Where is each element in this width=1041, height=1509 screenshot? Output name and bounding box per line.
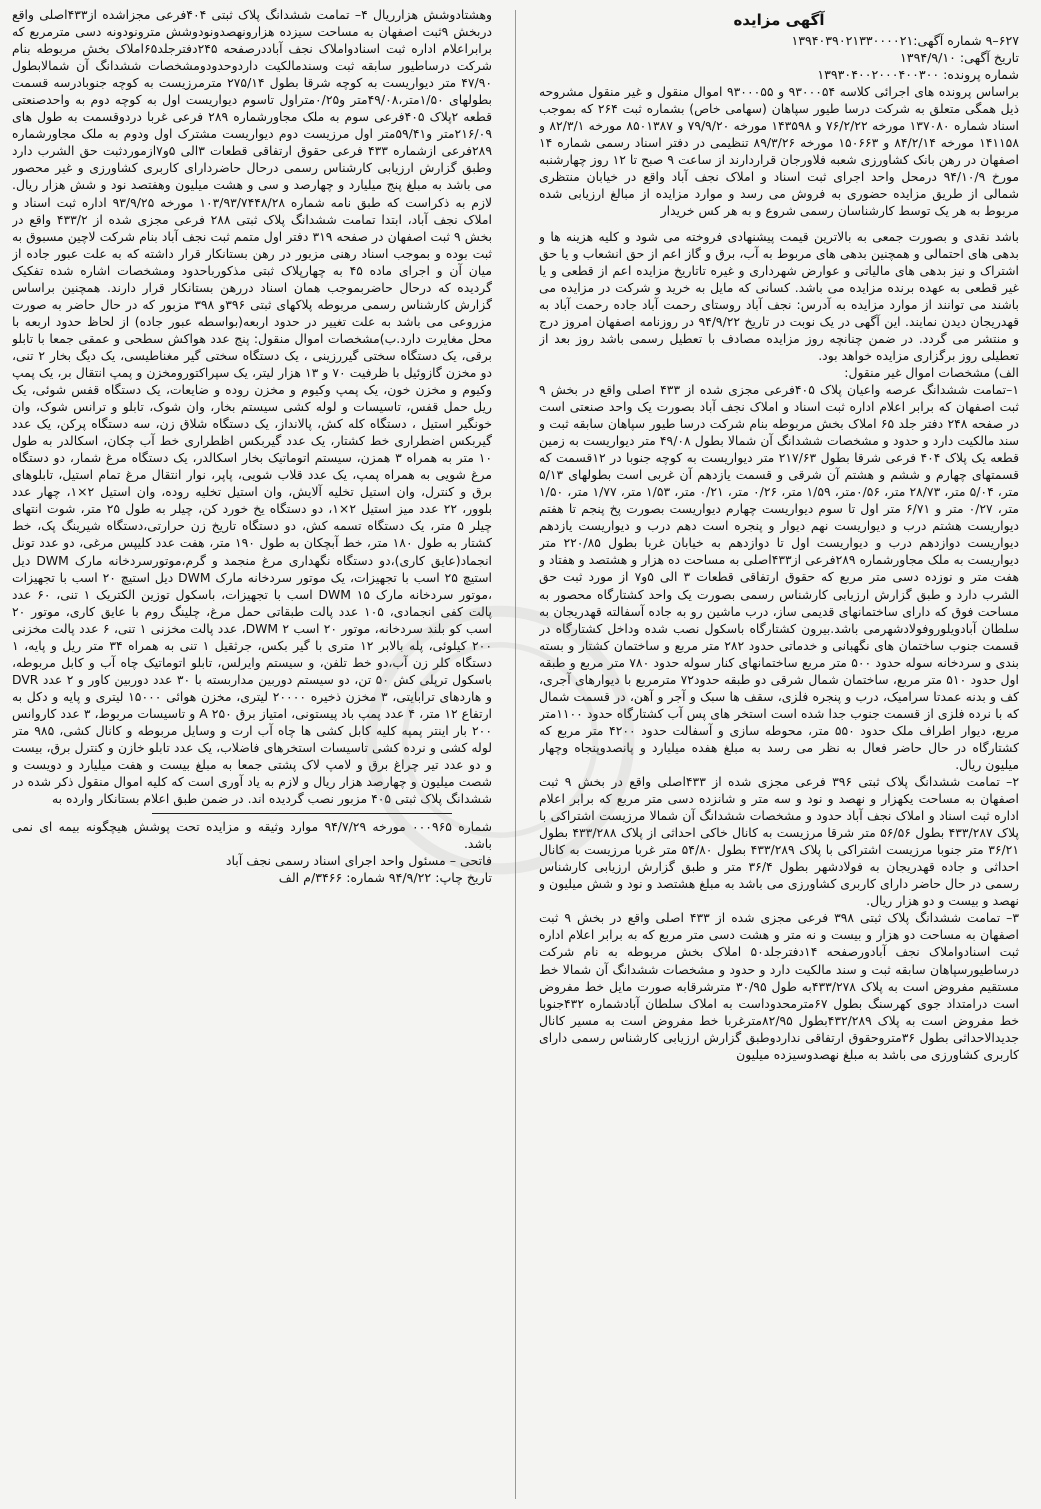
notice-date-line: تاریخ آگهی: ۱۳۹۴/۹/۱۰: [900, 50, 1019, 66]
left-column-body: وهشتادوشش هزارریال ۴– تمامت ششدانگ پلاک ثبتی ۴۰۴فرعی مجزاشده از۴۳۳اصلی واقع دربخش ۹ثبت اصفهان به مساحت سیزده هزارونهصدونودوشش مترونودونه دسی مترمربع که برابراعلام اداره ثبت اسنادواملاک نجف آباددرصفحه ۲۴۵دفترجلد۶۵املاک بخش مربوطه بنام شرکت درساطیور سابقه ثبت وسندمالکیت داردوحدودومشخصات ششدانگ آن شمالابطول ۴۷/۹۰ متر دیواریست به کوچه شرقا بطول ۲۷۵/۱۴ مترمرزیست به کوچه جنوبادرسه قسمت بطولهای ۱/۵۰متر،۴۹/۰۸متر و۰/۲۵متراول تاسوم دیواریست اول به کوچه دوم به واحدصنعتی قطعه ۲پلاک ۴۰۵فرعی سوم به ملک مجاورشماره ۲۸۹ فرعی غربا دردوقسمت به طول های ۲۱۶/۰۹متر و۵۹/۴۱متر اول مرزیست دوم دیواریست مشترک اول ودوم به ملک مجاورشماره ۲۸۹فرعی ازشماره ۴۳۳ فرعی حقوق ارتفاقی قطعات ۳الی ۵و۷ازموردثبت حق الشرب دارد وطبق گزارش ارزیابی کارشناس رسمی درحال حاضردارای کاربری کشاورزی و غیر محصور می باشد به مبلغ پنج میلیارد و چهارصد و سی و هشت میلیون وهفتصد نود و شش هزار ریال. لازم به ذکراست که طبق نامه شماره ۱۰۳/۹۳/۷۴۴۸/۲۸ مورخه ۹۳/۹/۲۵ اداره ثبت اسناد و املاک نجف آباد، ابتدا تمامت ششدانگ پلاک ثبتی ۲۸۸ فرعی مجزی شده از ۴۳۳/۲ واقع در بخش ۹ ثبت اصفهان در صفحه ۳۱۹ دفتر اول متمم ثبت نجف آباد بنام شرکت لاچین مسبوق به ثبت بوده و بموجب اسناد رهنی مزبور در رهن بستانکار قرار داشته که به علت عبور جاده از میان آن و اجرای ماده ۴۵ به چهارپلاک ثبتی مذکورباحدود ومشخصات اشاره شده تفکیک گردیده که درحال حاضربموجب همان اسناد دررهن بستانکار قرار دارند. همچنین براساس گزارش کارشناس رسمی مربوطه پلاکهای ثبتی ۳۹۶و ۳۹۸ مزبور که در حال حاضر به صورت مزروعی می باشد به علت تغییر در حدود اربعه(بواسطه عبور جاده) از لحاظ حدود اربعه با محل مغایرت دارد.ب)مشخصات اموال منقول: پنج عدد هواکش سطحی و عمقی جمعا با تابلو برقی، یک دستگاه سختی گیررزینی ، یک دستگاه سختی گیر مغناطیسی، یک دیگ بخار ۲ تنی، دو مخزن گازوئیل با ظرفیت ۷۰ و ۱۳ هزار لیتر، یک سپراکتورومخزن و پمپ انتقال بر، یک پمپ وکیوم و مخزن خون، یک پمپ وکیوم و مخزن روده و ضایعات، یک دستگاه قفس شوئی، یک ریل حمل قفس، تاسیسات و لوله کشی سیستم بخار، وان شوک، تابلو و ترانس شوک، وان خونگیر استیل ، دستگاه کله کش، پالانداز، یک دستگاه شلاق زن، سه دستگاه پرکن، یک عدد گیربکس اضطراری خط کشتار، یک عدد گیربکس اظطراری خط آب چکان، اسکالدر به طول ۱۰ متر به همراه ۳ همزن، سیستم اتوماتیک بخار اسکالدر، یک دستگاه مرغ شمار، دو دستگاه مرغ شویی به همراه پمپ، یک عدد قلاب شویی، پاپر، نوار انتقال مرغ تمام استیل، تابلوهای برق و کنترل، وان استیل تخلیه آلایش، وان استیل تخلیه روده، وان استیل ۲×۱، چهار عدد بلوور، ۲۲ عدد میز استیل ۲×۱، دو دستگاه یخ خورد کن، چیلر به طول ۲۵ متر، شوت انتهای چیلر ۵ متر، یک دستگاه تسمه کش، دو دستگاه تاریخ زن حرارتی،دستگاه شیرینگ پک، خط کشتار به طول ۱۸۰ متر، خط آبچکان به طول ۱۹۰ متر، هفت عدد کلیپس مرغی، دو عدد تونل انجماد(عایق کاری)،دو دستگاه نگهداری مرغ منجمد و گرم،موتورسردخانه مارک DWM دیل استیچ ۲۵ اسب با تجهیزات، یک موتور سردخانه مارک DWM دیل استیچ ۲۰ اسب با تجهیزات ،موتور سردخانه مارک DWM ۱۵ اسب با تجهیزات، باسکول توزین الکتریک ۱ تنی، ۶۰ عدد پالت کفی انجمادی، ۱۰۵ عدد پالت طبقاتی حمل مرغ، چلینگ روم با عایق کاری، موتور ۲۰ اسب کو بلند سردخانه، موتور ۲۰ اسب DWM ۲، عدد پالت مخزنی ۱ تنی، ۶ عدد پالت مخزنی ۲۰۰ کیلوئی، پله بالابر ۱۲ متری با گیر بکس، جرثقیل ۱ تنی به همراه ۳۴ متر ریل و پایه، ۱ دستگاه کلر زن آب،دو خط تلفن، و سیستم وایرلس، تابلو اتوماتیک چاه آب و کابل مربوطه، باسکول ترپلی کش ۵۰ تن، دو سیستم دوربین مداربسته با ۳۰ عدد دوربین کاور و ۲ عدد DVR و هاردهای ترابایتی، ۳ مخزن ذخیره ۲۰۰۰۰ لیتری، مخزن هوائی ۱۵۰۰۰ لیتری و پایه و دکل به ارتفاع ۱۲ متر، ۴ عدد پمپ باد پیستونی، امتیاز برق ۲۵۰ A و تاسیسات مربوط، ۳ عدد کاروانس ۲۰۰ بار اینتر پمپه کلیه کابل کشی ها چاه آب ارت و وسایل مربوطه و کانال کشی، ۹۸۵ متر لوله کشی و نرده کشی تاسیسات استخرهای فاضلاب، یک عدد تابلو خازن و کنترل برق، بیست و دو عدد تیر چراغ برق و لامپ لاک پشتی جمعا به مبلغ بیست و هفت میلیارد و دویست و شصت میلیون و چهارصد هزار ریال و لازم به یاد آوری است که کلیه اموال منقول ذکر شده در ششدانگ پلاک ثبتی ۴۰۵ مزبور نصب گردیده اند. در ضمن طبق اعلام بستانکار وارده به: [12, 7, 492, 807]
intro-paragraph: براساس پرونده های اجرائی کلاسه ۹۳۰۰۰۵۴ و ۹۳۰۰۰۵۵ اموال منقول و غیر منقول مشروحه ذیل همگی متعلق به شرکت درسا طیور سپاهان (سهامی خاص) بشماره ثبت ۲۶۴ که بموجب اسناد شماره ۱۳۷۰۸۰ مورخه ۷۶/۲/۲۲ و ۱۴۳۵۹۸ مورخه ۷۹/۹/۲۰ و ۸۵۰۱۳۸۷ مورخه ۸۲/۳/۱ و ۱۴۱۱۵۸ مورخه ۸۴/۲/۱۴ و ۱۵۰۶۶۳ مورخه ۸۹/۳/۲۶ تنظیمی در دفتر اسناد رسمی شماره ۱۴ اصفهان در رهن بانک کشاورزی شعبه فلاورجان قراردارند از ساعت ۹ صبح تا ۱۲ روز چهارشنبه مورخ ۹۴/۱۰/۹ درمحل واحد اجرای ثبت اسناد و املاک نجف آباد واقع در خیابان منتظری شمالی از طریق مزایده حضوری به فروش می رسد و موارد مزایده از مبالغ ارزیابی شده مربوط به هر یک توسط کارشناسان رسمی شروع و به هر کس خریدار: [539, 84, 1019, 219]
item-2: ۲– تمامت ششدانگ پلاک ثبتی ۳۹۶ فرعی مجزی شده از ۴۳۳اصلی واقع در بخش ۹ ثبت اصفهان به مساحت یکهزار و نهصد و نود و سه متر و شانزده دسی متر مربع که برابر اعلام اداره ثبت اسناد و املاک نجف آباد حدود و مشخصات ششدانگ آن شمالا مرزیست اشتراکی با پلاک ۴۳۳/۲۸۷ بطول ۵۶/۵۶ متر شرقا مرزیست به کانال خاکی احداثی از پلاک ۴۳۳/۲۸۸ بطول ۳۶/۲۱ متر جنوبا مرزیست اشتراکی با پلاک ۴۳۳/۲۸۹ بطول ۵۴/۸۰ متر غربا مرزیست به کانال احداثی و جاده قهدریجان به فولادشهر بطول ۳۶/۴ متر و طبق گزارش ارزیابی کارشناس رسمی در حال حاضر دارای کاربری کشاورزی می باشد به مبلغ هشتصد و نود و شش میلیون و نهصد و بیست و دو هزار ریال.: [539, 774, 1019, 909]
item-3: ۳– تمامت ششدانگ پلاک ثبتی ۳۹۸ فرعی مجزی شده از ۴۳۳ اصلی واقع در بخش ۹ ثبت اصفهان به مساحت دو هزار و بیست و نه متر و هشت دسی متر مربع که به برابر اعلام اداره ثبت اسنادواملاک نجف آبادورصفحه ۱۴دفترجلد۵۰ املاک بخش مربوطه به نام شرکت درساطیورسپاهان سابقه ثبت و سند مالکیت دارد و حدود و مشخصات ششدانگ آن شمالا خط مستقیم مفروض است به پلاک ۴۳۳/۲۷۸به طول ۳۰/۹۵ مترشرقابه صورت مایل خط مفروض است درامتداد جوی کهرسنگ بطول ۶۷مترمحدوداست به املاک سلطان آبادشماره ۴۳۲جنوبا خط مفروض است به پلاک ۴۳۲/۲۸۹بطول ۸۲/۹۵مترغربا خط مفروض است به مسیر کانال جدیدالاحداثی بطول ۳۶متروحقوق ارتفاقی نداردوطبق گزارش ارزیابی کارشناس رسمی دارای کاربری کشاورزی می باشد به مبلغ نهصدوسیزده میلیون: [539, 910, 1019, 1062]
right-column: [539, 6, 1019, 1503]
column-divider: [515, 10, 516, 1499]
section-a-heading: الف) مشخصات اموال غیر منقول:: [844, 364, 1019, 380]
item-1: ۱–تمامت ششدانگ عرصه واعیان پلاک ۴۰۵فرعی مجزی شده از ۴۳۳ اصلی واقع در بخش ۹ ثبت اصفهان که برابر اعلام اداره ثبت اسناد و املاک نجف آباد بصورت یک واحد صنعتی است در صفحه ۲۴۸ دفتر جلد ۶۵ املاک بخش مربوطه بنام شرکت درسا طیور سپاهان سابقه ثبت و سند مالکیت دارد و حدود و مشخصات ششدانگ آن شمالا بطول ۴۹/۰۸ متر دیواریست به زمین قطعه یک پلاک ۴۰۴ فرعی شرقا بطول ۲۱۷/۶۳ متر دیواریست به کوچه جنوبا در ۱۲قسمت که قسمتهای چهارم و ششم و هشتم آن شرقی و قسمت یازدهم آن غربی است بطولهای ۵/۱۳ متر، ۵/۰۴ متر، ۲۸/۷۳ متر، ۰/۵۶متر، ۱/۵۹ متر، ۰/۲۶ متر، ۰/۲۱ متر، ۱/۵۳ متر، ۱/۷۷ متر، ۱/۵۰ متر، ۰/۲۷ متر و ۶/۷۱ متر اول تا سوم دیواریست چهارم دیواریست بصورت پخ پنجم تا هفتم دیواریست هشتم درب و دیواریست نهم دیوار و پنجره است دهم درب و دیواریست یازدهم دیواریست دوازدهم درب و دیواریست اول تا دوازدهم به خیابان غربا بطول ۲۲۰/۸۵ متر دیواریست به ملک مجاورشماره ۲۸۹فرعی از۴۳۳اصلی به مساحت ده هزار و هشتصد و هفتاد و هفت متر و نوزده دسی متر مربع که حقوق ارتفاقی قطعات ۳ الی ۵و۷ از مورد ثبت حق الشرب دارد و طبق گزارش ارزیابی کارشناس رسمی بصورت یک واحد کشتارگاه محصور به مساحت فوق که دارای ساختمانهای قدیمی ساز، درب ماشین رو به جاده آسفالته قهدریجان به سلطان آبادویلوروفولادشهرمی باشد.بیرون کشتارگاه باسکول نصب شده وداخل کشتارگاه در قسمت جنوب ساختمان های نگهبانی و خدماتی حدود ۲۸۲ متر مربع و ساختمان کشتار و بسته بندی و سردخانه سوله حدود ۵۰۰ متر مربع ساختمانهای کنار سوله حدود ۷۸۰ متر مربع و طبقه اول حدود ۵۱۰ متر مربع، ساختمان شمال شرقی دو طبقه حدود۷۲ مترمربع با دیوارهای آجری، کف و بدنه عمدتا سرامیک، درب و پنجره فلزی، سقف ها سبک و آجر و آهن، در قسمت شمال که با نرده فلزی از قسمت جنوب جدا شده است استخر های پس آب کشتارگاه حدود ۱۱۰۰متر مربع، دیوار اطراف ملک حدود ۵۵۰ متر، محوطه سازی و آسفالت حدود ۴۲۰۰ متر مربع که کشتارگاه در حال حاضر فعال به نظر می رسد به مبلغ هفده میلیارد و پانصدوپنجاه وچهار میلیون ریال.: [539, 381, 1019, 772]
case-number-line: شماره پرونده: ۱۳۹۳۰۴۰۰۲۰۰۰۴۰۰۳۰۰: [817, 67, 1019, 83]
closing-rule: [152, 813, 452, 814]
notice-number-line: ۶۲۷–۹ شماره آگهی:۱۳۹۴۰۳۹۰۲۱۳۳۰۰۰۰۲۱: [791, 33, 1019, 48]
signature-line: فاتحی – مسئول واحد اجرای اسناد رسمی نجف آباد: [225, 853, 492, 869]
left-column: [12, 6, 492, 1503]
two-column-layout: [12, 6, 1019, 1503]
print-date-line: تاریخ چاپ: ۹۴/۹/۲۲ شماره: ۳۴۶۶/م الف: [278, 870, 492, 886]
insurance-note: شماره ۰۰۰۹۶۵ مورخه ۹۴/۷/۲۹ موارد وثیقه و مزایده تحت پوشش هیچگونه بیمه ای نمی باشد.: [12, 819, 492, 852]
notice-title: آگهی مزایده: [733, 11, 825, 29]
terms-paragraph: باشد نقدی و بصورت جمعی به بالاترین قیمت پیشنهادی فروخته می شود و کلیه هزینه ها و بدهی های احتمالی و همچنین بدهی های مربوط به آب، برق و گاز اعم از حق انشعاب و یا حق اشتراک و نیز بدهی های مالیاتی و عوارض شهرداری و غیره تاتاریخ مزایده اعم از قطعی و یا غیر قطعی به عهده برنده مزایده می باشد. کسانی که مایل به خرید و شرکت در مزایده می باشند می توانند از موارد مزایده به آدرس: نجف آباد روستای رحمت آباد جاده رحمت آباد به قهدریجان دیدن نمایند. این آگهی در یک نوبت در تاریخ ۹۴/۹/۲۲ در روزنامه اصفهان امروز درج و منتشر می گردد. در ضمن چنانچه روز مزایده مصادف با تعطیل رسمی باشد روز بعد از تعطیلی روز برگزاری مزایده خواهد بود.: [539, 228, 1019, 363]
